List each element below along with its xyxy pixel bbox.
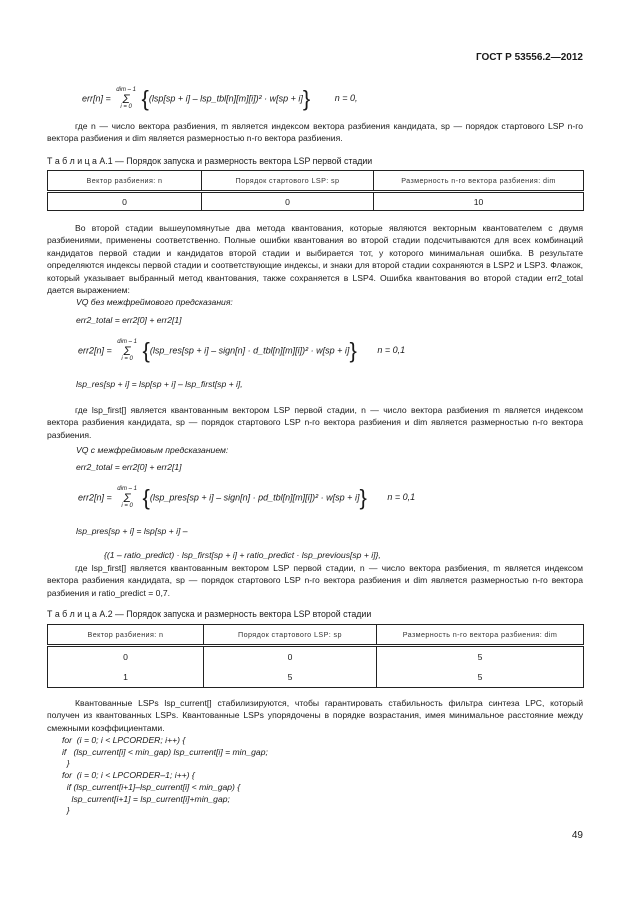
vq-no-prediction: VQ без межфреймового предсказания: bbox=[76, 297, 233, 307]
formula-body: (lsp[sp + i] – lsp_tbl[n][m][i])² · w[sp + i] bbox=[148, 93, 303, 104]
table-2 bbox=[47, 624, 584, 688]
vq-with-prediction: VQ с межфреймовым предсказанием: bbox=[76, 445, 229, 455]
lsp-pres-eq: lsp_pres[sp + i] = lsp[sp + i] – bbox=[76, 526, 188, 536]
table2-header: Размерность n-го вектора разбиения: dim bbox=[377, 625, 584, 646]
formula-err2-pres: err2[n] = dim – 1 Σ i = 0 {(lsp_pres[sp + i] – sign[n] · pd_tbl[n][m][i])² · w[sp + i]} n = 0,1 bbox=[78, 485, 416, 510]
document-id: ГОСТ Р 53556.2—2012 bbox=[475, 52, 583, 63]
code-block bbox=[62, 735, 268, 817]
formula-cond: n = 0, bbox=[334, 93, 358, 104]
lsp-pres-eq-cont: {(1 – ratio_predict) · lsp_first[sp + i] + ratio_predict · lsp_previous[sp + i]}, bbox=[104, 550, 381, 560]
formula-lhs: err[n] = bbox=[82, 93, 111, 104]
table2-header: Вектор разбиения: n bbox=[48, 625, 204, 646]
sum-symbol: dim – 1 Σ i = 0 bbox=[117, 486, 137, 509]
code-line: lsp_current[i+1] = lsp_current[i]+min_gap; bbox=[62, 793, 230, 804]
err2-total-eq-2: err2_total = err2[0] + err2[1] bbox=[76, 462, 182, 472]
table1-caption: Т а б л и ц а А.1 — Порядок запуска и размерность вектора LSP первой стадии bbox=[47, 156, 373, 166]
table-row: 0 0 10 bbox=[48, 192, 584, 211]
table2-caption: Т а б л и ц а А.2 — Порядок запуска и размерность вектора LSP второй стадии bbox=[47, 609, 372, 619]
sum-symbol: dim – 1 Σ i = 0 bbox=[116, 87, 136, 110]
paragraph-1: где n — число вектора разбиения, m является индексом вектора разбиения кандидата, sp — порядок стартового LSP n-го вектора разбиения и dim является размерностью n-го вектора разбиения. bbox=[47, 121, 583, 144]
formula-err2-res: err2[n] = dim – 1 Σ i = 0 {(lsp_res[sp + i] – sign[n] · d_tbl[n][m][i])² · w[sp + i]} n = 0,1 bbox=[78, 338, 406, 363]
code-line: } bbox=[62, 758, 70, 769]
lsp-res-eq: lsp_res[sp + i] = lsp[sp + i] – lsp_first[sp + i], bbox=[76, 379, 243, 389]
table2-header: Порядок стартового LSP: sp bbox=[204, 625, 377, 646]
paragraph-3: где lsp_first[] является квантованным вектором LSP первой стадии, n — число вектора разбиения m является индексом вектора разбиения кандидата, sp — порядок стартового LSP n-го вектора разбиения и dim является размерностью n-го вектора разбиения. bbox=[47, 405, 583, 440]
paragraph-2: Во второй стадии вышеупомянутые два метода квантования, которые являются векторным квантователем с двумя разбиениями, применены соответственно. Полные ошибки квантования во второй стадии подсчитываются для всех комбинаций кандидатов первой стадии и кандидатов второй стадии и выбирается тот, у которого минимальная ошибка. В результате определяются индексы первой стадии и соответствующие индексы, и знаки для второй стадии сохраняются в LSP2 и LSP3. Флажок, который указывает выбранный метод квантования, также сохраняется в LSP4. Ошибка квантования во второй стадии err2_total дается выражением: bbox=[47, 223, 583, 296]
table1-header: Порядок стартового LSP: sp bbox=[202, 171, 374, 192]
formula-err: err[n] = dim – 1 Σ i = 0 {(lsp[sp + i] – lsp_tbl[n][m][i])² · w[sp + i]} n = 0, bbox=[82, 86, 358, 111]
table1-header: Вектор разбиения: n bbox=[48, 171, 202, 192]
code-line: if (lsp_current[i] < min_gap) lsp_current[i] = min_gap; bbox=[62, 746, 268, 757]
sum-symbol: dim – 1 Σ i = 0 bbox=[117, 339, 137, 362]
table1-header: Размерность n-го вектора разбиения: dim bbox=[374, 171, 584, 192]
err2-total-eq-1: err2_total = err2[0] + err2[1] bbox=[76, 315, 182, 325]
table-1 bbox=[47, 170, 584, 211]
paragraph-5: Квантованные LSPs lsp_current[] стабилизируются, чтобы гарантировать стабильность фильтра синтеза LPC, который получен из квантованных LSPs. Квантованные LSPs упорядочены в порядке возрастания, имея минимальное расстояние между смежными коэффициентами. bbox=[47, 698, 583, 733]
page-number: 49 bbox=[571, 830, 583, 841]
code-line: for (i = 0; i < LPCORDER; i++) { bbox=[62, 735, 186, 745]
table-row: 0 0 5 bbox=[48, 646, 584, 668]
code-line: if (lsp_current[i+1]–lsp_current[i] < min_gap) { bbox=[62, 781, 241, 792]
code-line: for (i = 0; i < LPCORDER–1; i++) { bbox=[62, 770, 195, 781]
paragraph-4: где lsp_first[] является квантованным вектором LSP первой стадии, n — число вектора разбиения, m является индексом вектора разбиения кандидата, sp — порядок стартового LSP n-го вектора разбиения и dim является размерностью n-го вектора разбиения и ratio_predict = 0,7. bbox=[47, 563, 583, 598]
table-row: 1 5 5 bbox=[48, 667, 584, 688]
code-line: } bbox=[62, 805, 70, 816]
